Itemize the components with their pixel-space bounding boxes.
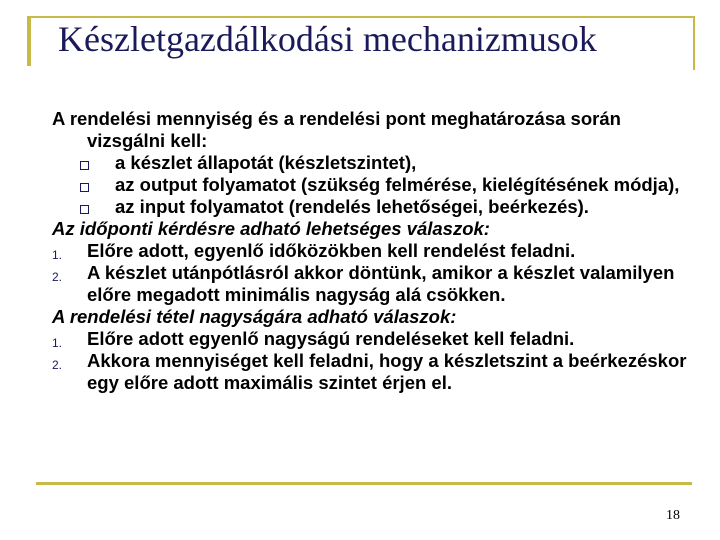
- page-number: 18: [666, 508, 680, 523]
- square-bullet-icon: [80, 183, 89, 192]
- item-text: Előre adott egyenlő nagyságú rendeléseket kell feladni.: [87, 328, 575, 349]
- bullet-item: [52, 174, 702, 196]
- item-number: 2.: [52, 270, 63, 284]
- bottom-divider: [36, 482, 692, 485]
- item-number: 1.: [52, 336, 63, 350]
- title-accent-bar: [27, 16, 31, 66]
- square-bullet-icon: [80, 161, 89, 170]
- intro-paragraph: [52, 108, 702, 152]
- item-text: Előre adott, egyenlő időközökben kell rendelést feladni.: [87, 240, 576, 261]
- bullet-text: az input folyamatot (rendelés lehetőségei, beérkezés).: [115, 196, 589, 217]
- bullet-item: [52, 152, 702, 174]
- square-bullet-icon: [80, 205, 89, 214]
- item-number: 2.: [52, 358, 63, 372]
- section-heading-timing: Az időponti kérdésre adható lehetséges válaszok:: [52, 218, 490, 239]
- item-text: A készlet utánpótlásról akkor döntünk, amikor a készlet valamilyen előre megadott minimális nagyság alá csökken.: [87, 262, 675, 305]
- bullet-item: [52, 196, 702, 218]
- intro-line-1: A rendelési mennyiség és a rendelési pont meghatározása során: [52, 108, 621, 129]
- slide-title: Készletgazdálkodási mechanizmusok: [58, 19, 597, 59]
- numbered-item: [52, 328, 702, 350]
- item-text: Akkora mennyiséget kell feladni, hogy a készletszint a beérkezéskor egy előre adott maximális szintet érjen el.: [87, 350, 687, 393]
- numbered-item: [52, 240, 702, 262]
- bullet-text: az output folyamatot (szükség felmérése, kielégítésének módja),: [115, 174, 680, 195]
- intro-line-2: vizsgálni kell:: [87, 130, 208, 151]
- item-number: 1.: [52, 248, 63, 262]
- bullet-text: a készlet állapotát (készletszintet),: [115, 152, 417, 173]
- section-heading-quantity: A rendelési tétel nagyságára adható válaszok:: [52, 306, 457, 327]
- numbered-item: [52, 262, 702, 306]
- slide-content: [52, 108, 702, 394]
- numbered-item: [52, 350, 702, 394]
